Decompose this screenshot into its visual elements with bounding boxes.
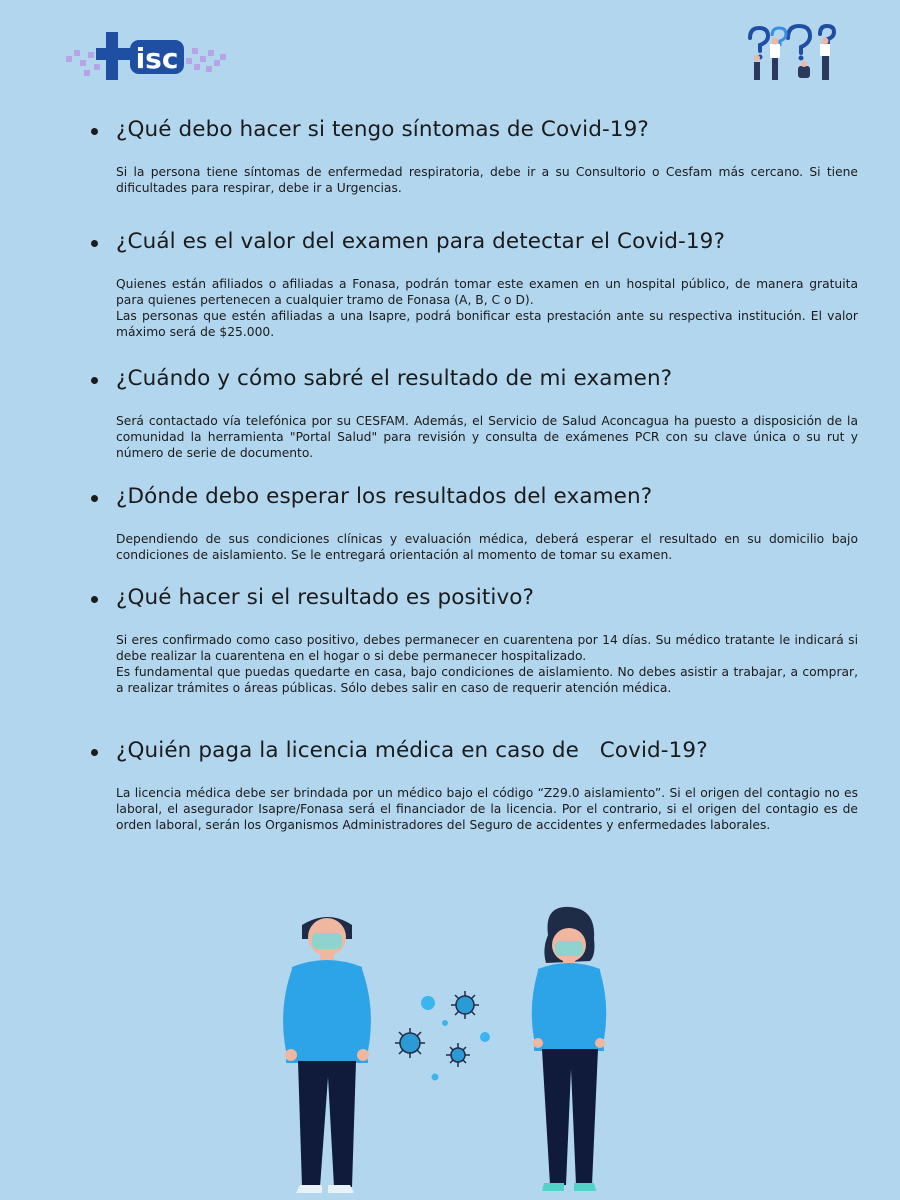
faq-answer-paragraph: Dependiendo de sus condiciones clínicas y evaluación médica, deberá esperar el resultado en su domicilio bajo condiciones de aislamiento. Se le entregará orientación al momento de tomar su examen. <box>116 532 858 562</box>
faq-answer-paragraph: Si eres confirmado como caso positivo, debes permanecer en cuarentena por 14 días. Su médico tratante le indicará si debe realizar la cuarentena en el hogar o si debe permanecer hospitalizado. <box>116 633 858 663</box>
faq-answer-paragraph: Si la persona tiene síntomas de enfermedad respiratoria, debe ir a su Consultorio o Cesfam más cercano. Si tiene dificultades para respirar, debe ir a Urgencias. <box>116 165 858 195</box>
faq-item <box>88 585 858 696</box>
faq-answer <box>116 531 858 563</box>
faq-item <box>88 366 858 461</box>
faq-answer-paragraph: Será contactado vía telefónica por su CESFAM. Además, el Servicio de Salud Aconcagua ha puesto a disposición de la comunidad la herramienta "Portal Salud" para revisión y consulta de exámenes PCR con su clave única o su rut y número de serie de documento. <box>116 414 858 460</box>
faq-question: ¿Qué debo hacer si tengo síntomas de Covid-19? <box>88 117 858 143</box>
faq-question: ¿Dónde debo esperar los resultados del examen? <box>88 484 858 510</box>
faq-answer-paragraph: Las personas que estén afiliadas a una Isapre, podrá bonificar esta prestación ante su respectiva institución. El valor máximo será de $25.000. <box>116 309 858 339</box>
faq-item <box>88 738 858 833</box>
faq-item <box>88 117 858 196</box>
man-figure <box>283 917 371 1193</box>
faq-answer <box>116 164 858 196</box>
faq-answer-paragraph: Es fundamental que puedas quedarte en casa, bajo condiciones de aislamiento. No debes asistir a trabajar, a comprar, a realizar trámites o áreas públicas. Sólo debes salir en caso de requerir atención médica. <box>116 665 858 695</box>
logo-text: isc <box>135 42 179 75</box>
faq-item <box>88 229 858 340</box>
faq-answer-paragraph: Quienes están afiliados o afiliadas a Fonasa, podrán tomar este examen en un hospital público, de manera gratuita para quienes pertenecen a cualquier tramo de Fonasa (A, B, C o D). <box>116 277 858 307</box>
faq-answer <box>116 276 858 340</box>
masked-people-illustration <box>280 905 620 1200</box>
faq-question: ¿Cuál es el valor del examen para detectar el Covid-19? <box>88 229 858 255</box>
woman-figure <box>532 907 607 1191</box>
isc-logo <box>66 30 226 82</box>
faq-question: ¿Qué hacer si el resultado es positivo? <box>88 585 858 611</box>
faq-answer <box>116 632 858 696</box>
faq-answer-paragraph: La licencia médica debe ser brindada por un médico bajo el código “Z29.0 aislamiento”. Si el origen del contagio no es laboral, el asegurador Isapre/Fonasa será el financiador de la licencia. Por el contrario, si el origen del contagio es de orden laboral, serán los Organismos Administradores del Seguro de accidentes y enfermedades laborales. <box>116 786 858 832</box>
faq-question: ¿Quién paga la licencia médica en caso de Covid-19? <box>88 738 858 764</box>
faq-answer <box>116 785 858 833</box>
faq-answer <box>116 413 858 461</box>
question-people-icon <box>742 22 840 82</box>
faq-item <box>88 484 858 563</box>
virus-icon <box>395 991 479 1067</box>
faq-question: ¿Cuándo y cómo sabré el resultado de mi examen? <box>88 366 858 392</box>
